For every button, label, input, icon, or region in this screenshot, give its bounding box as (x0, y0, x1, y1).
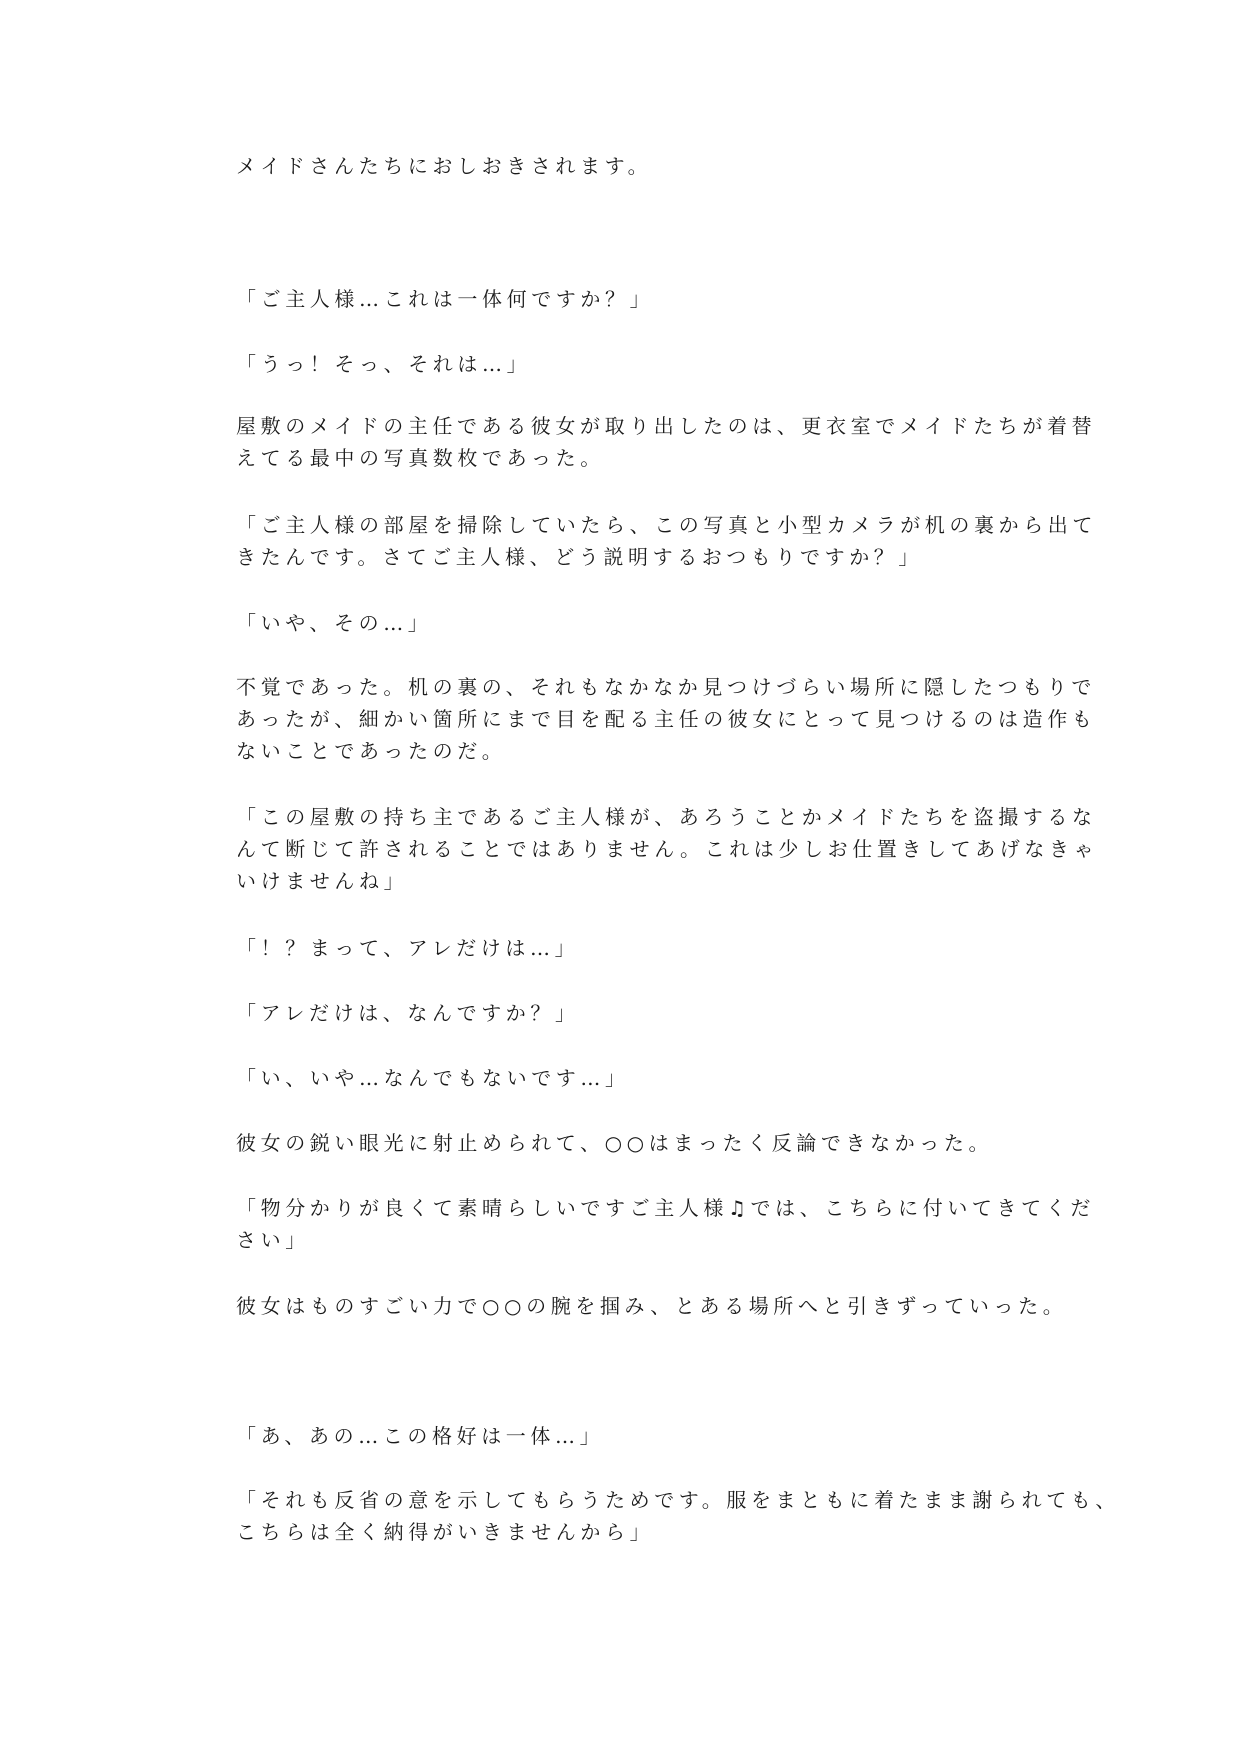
text-line: 「あ、あの…この格好は一体…」 (236, 1424, 605, 1448)
text-line: メイドさんたちにおしおきされます。 (236, 154, 653, 178)
text-line: あったが、細かい箇所にまで目を配る主任の彼女にとって見つけるのは造作も (236, 707, 1097, 731)
text-line: さい」 (236, 1228, 310, 1252)
paragraph-dialogue (236, 932, 1016, 964)
text-line: 「アレだけは、なんですか？」 (236, 1001, 580, 1025)
paragraph-dialogue (236, 1420, 1016, 1452)
text-line: 「この屋敷の持ち主であるご主人様が、あろうことかメイドたちを盗撮するな (236, 805, 1097, 829)
text-line: こちらは全く納得がいきませんから」 (236, 1520, 655, 1544)
text-line: 「ご主人様…これは一体何ですか？」 (236, 287, 655, 311)
paragraph-dialogue (236, 1192, 1095, 1256)
text-line: 「物分かりが良くて素晴らしいですご主人様♫では、こちらに付いてきてくだ (236, 1196, 1095, 1220)
paragraph-dialogue (236, 997, 1016, 1029)
paragraph-dialogue (236, 348, 1016, 380)
text-line: 「！？まって、アレだけは…」 (236, 936, 580, 960)
paragraph-narration (236, 1290, 1068, 1322)
paragraph-dialogue (236, 607, 1016, 639)
text-line: 「それも反省の意を示してもらうためです。服をまともに着たまま謝られても、 (236, 1488, 1120, 1512)
paragraph-dialogue (236, 509, 1097, 573)
text-line: 屋敷のメイドの主任である彼女が取り出したのは、更衣室でメイドたちが着替 (236, 414, 1097, 438)
text-line: 「いや、その…」 (236, 611, 433, 635)
text-line: いけませんね」 (236, 869, 409, 893)
paragraph-narration (236, 1127, 1016, 1159)
paragraph-narration (236, 671, 1097, 767)
paragraph-dialogue (236, 283, 1016, 315)
text-line: きたんです。さてご主人様、どう説明するおつもりですか？」 (236, 545, 923, 569)
paragraph-narration (236, 410, 1097, 474)
text-line: 彼女はものすごい力で○○の腕を掴み、とある場所へと引きずっていった。 (236, 1294, 1068, 1318)
text-line: 不覚であった。机の裏の、それもなかなか見つけづらい場所に隠したつもりで (236, 675, 1096, 699)
text-line: 「うっ！そっ、それは…」 (236, 352, 532, 376)
text-line: 「ご主人様の部屋を掃除していたら、この写真と小型カメラが机の裏から出て (236, 513, 1097, 537)
text-line: んて断じて許されることではありません。これは少しお仕置きしてあげなきゃ (236, 837, 1099, 861)
paragraph-intro (236, 150, 1016, 182)
paragraph-dialogue (236, 1484, 1120, 1548)
text-line: ないことであったのだ。 (236, 739, 507, 763)
paragraph-dialogue (236, 1062, 1016, 1094)
paragraph-dialogue (236, 801, 1099, 897)
text-line: 彼女の鋭い眼光に射止められて、○○はまったく反論できなかった。 (236, 1131, 994, 1155)
text-line: えてる最中の写真数枚であった。 (236, 446, 605, 470)
text-line: 「い、いや…なんでもないです…」 (236, 1066, 630, 1090)
